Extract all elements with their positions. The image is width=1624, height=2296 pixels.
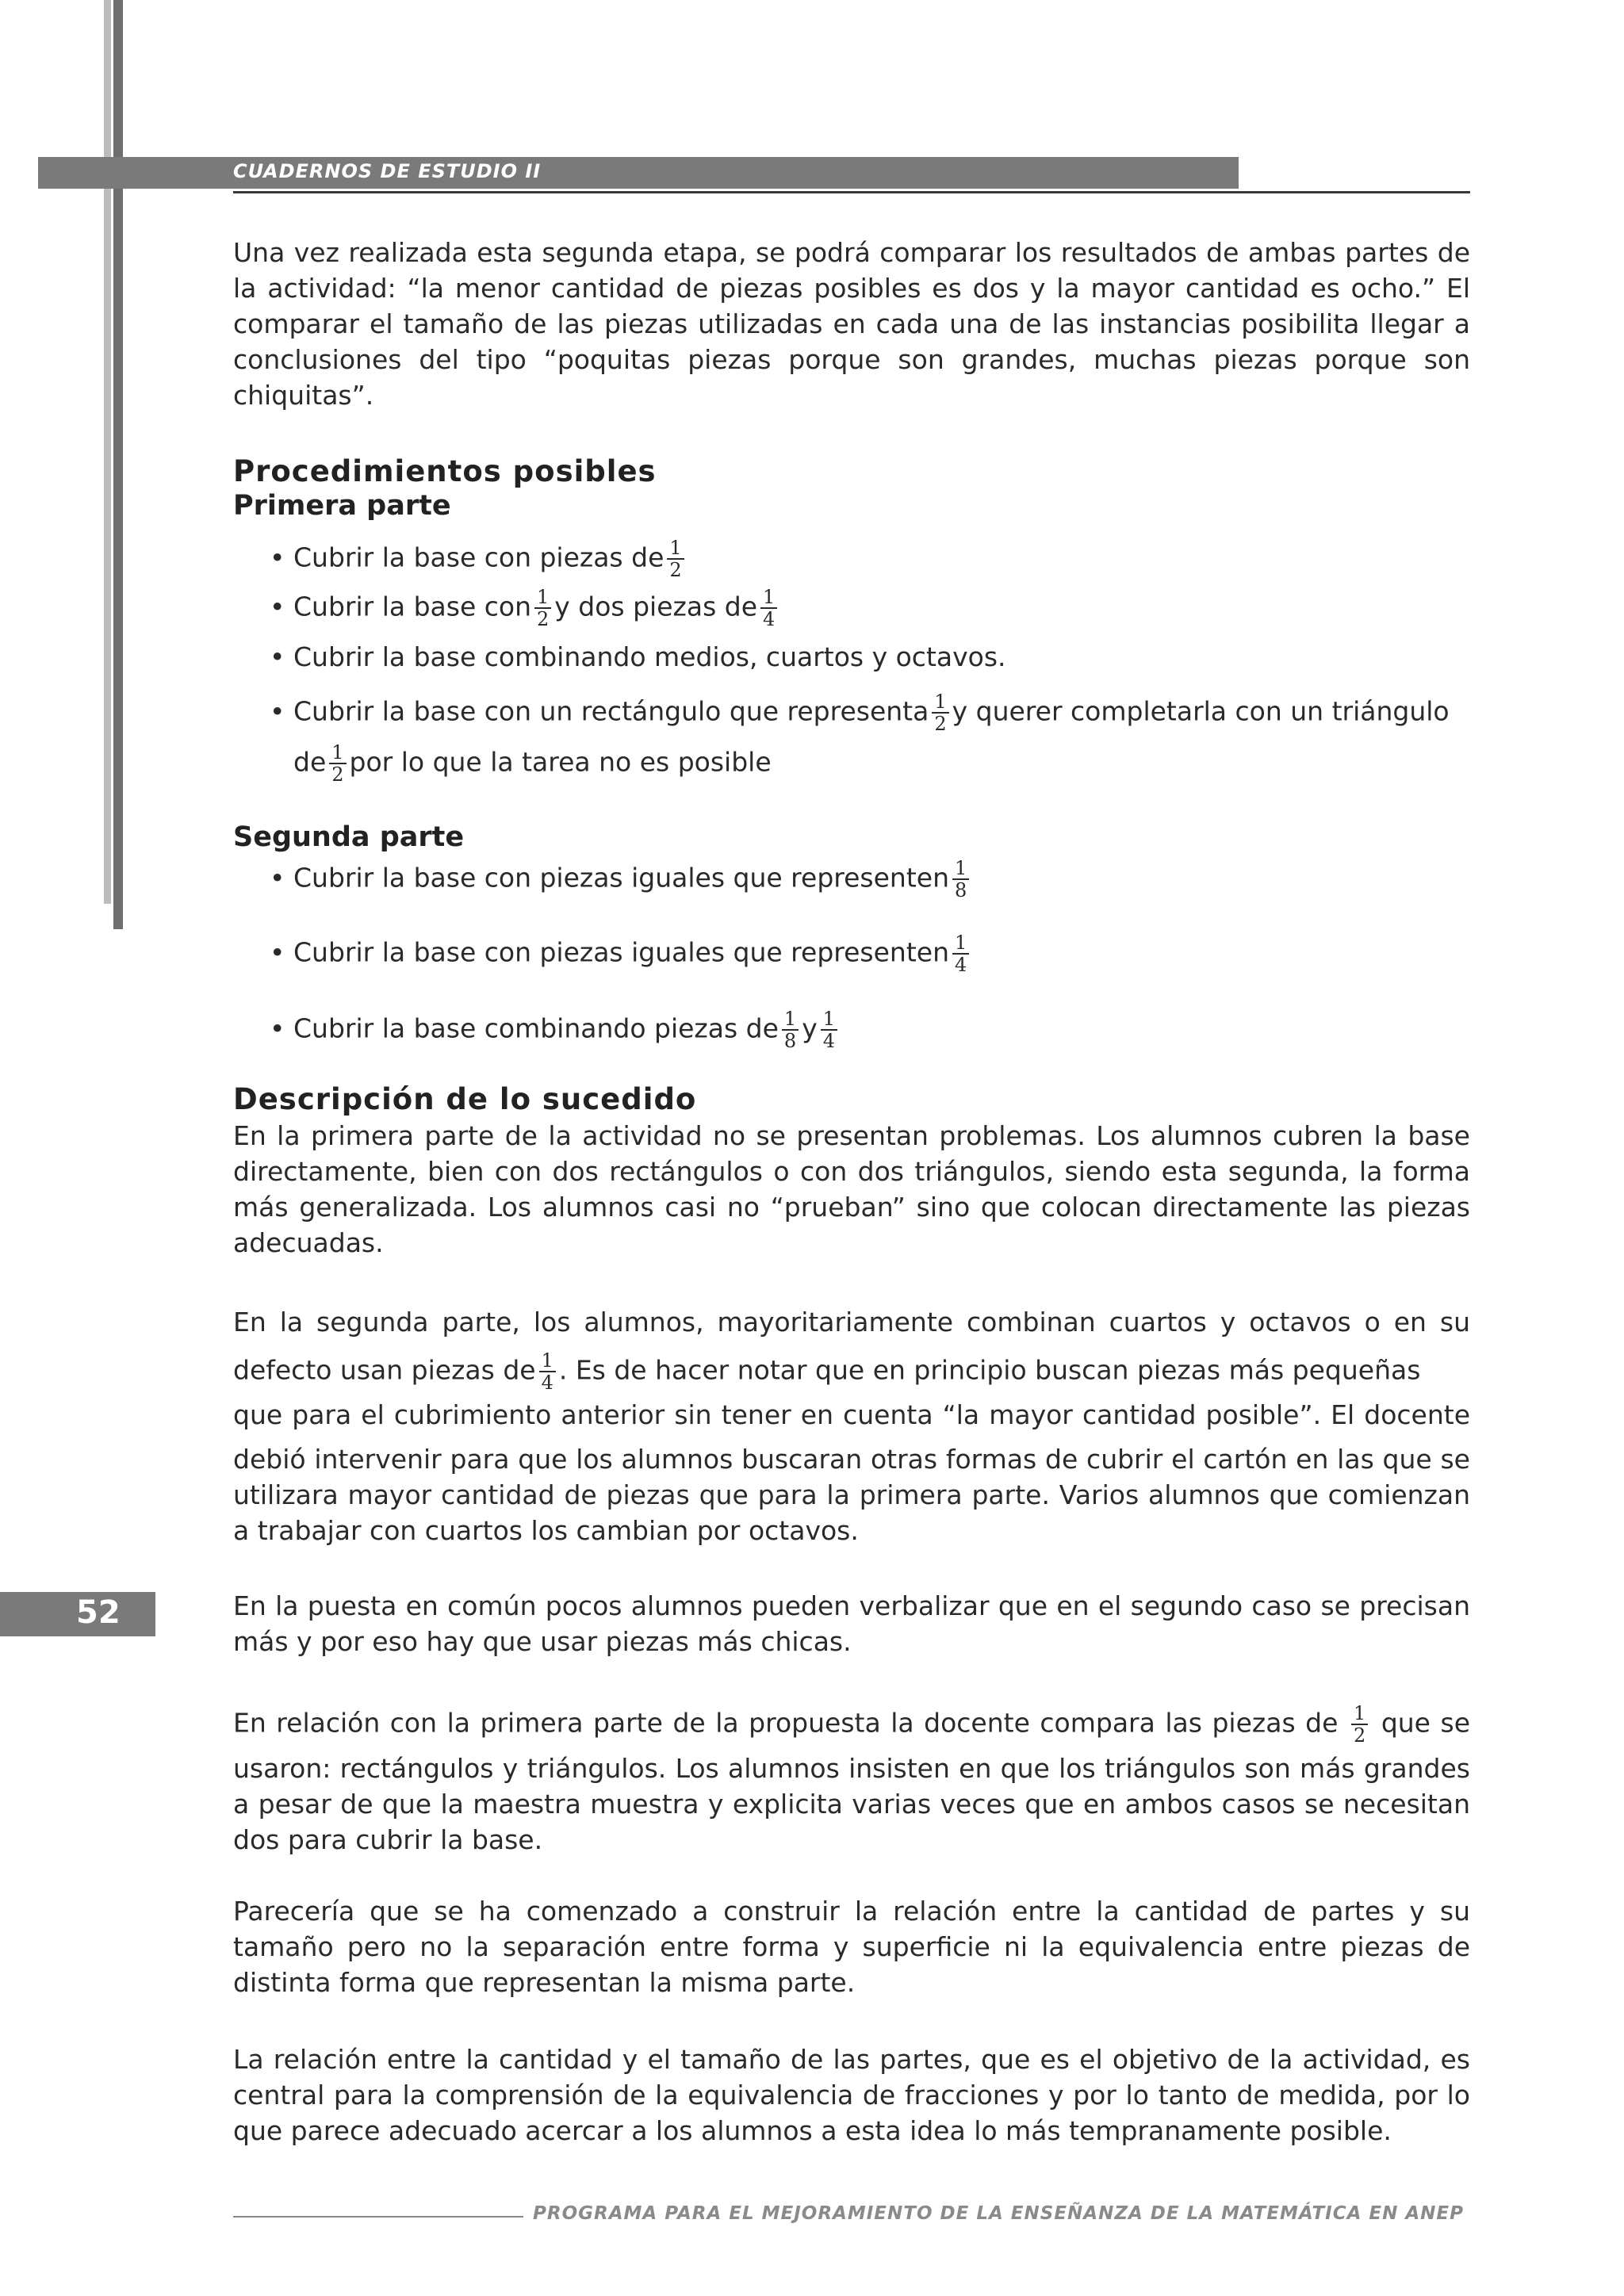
paragraph-descripcion-2-line3: que para el cubrimiento anterior sin tener en cuenta “la mayor cantidad posible”. El docente: [233, 1399, 1470, 1430]
bullet: •: [270, 862, 285, 894]
subheading-primera-parte: Primera parte: [233, 490, 451, 522]
header-rule: [233, 191, 1470, 193]
fraction: $\frac{1}{4}$: [821, 1008, 837, 1051]
paragraph-descripcion-4-rest: usaron: rectángulos y triángulos. Los alumnos insisten en que los triángulos son más grandes a pesar de que la maestra muestra y explicita varias veces que en ambos casos se necesitan dos para cubrir la base.: [233, 1753, 1470, 1855]
list-item: • Cubrir la base con piezas de $\frac{1}{2}$: [270, 538, 1470, 580]
bullet: •: [270, 641, 285, 672]
list-item: • Cubrir la base combinando piezas de $\frac{1}{8}$ y $\frac{1}{4}$: [270, 1008, 1470, 1051]
fraction: $\frac{1}{2}$: [534, 587, 551, 629]
fraction: $\frac{1}{4}$: [952, 932, 969, 975]
paragraph-descripcion-4-line1: En relación con la primera parte de la propuesta la docente compara las piezas de $\frac{1}{2}$ que se: [233, 1702, 1471, 1747]
bullet: •: [270, 541, 285, 573]
paragraph-descripcion-2-rest: debió intervenir para que los alumnos buscaran otras formas de cubrir el cartón en las que se utilizara mayor cantidad de piezas que para la primera parte. Varios alumnos que comienzan a trabajar con cuartos los cambian por octavos.: [233, 1444, 1470, 1546]
paragraph-descripcion-5: Parecería que se ha comenzado a construir la relación entre la cantidad de partes y su tamaño pero no la separación entre forma y superficie ni la equivalencia entre piezas de distinta forma que representan la misma parte.: [233, 1896, 1470, 1998]
fraction: $\frac{1}{8}$: [782, 1008, 799, 1051]
fraction: $\frac{1}{2}$: [932, 691, 948, 734]
paragraph-descripcion-6: La relación entre la cantidad y el tamaño de las partes, que es el objetivo de la actividad, es central para la comprensión de la equivalencia de fracciones y por lo tanto de medida, por lo que parece adecuado acercar a los alumnos a esta idea lo más tempranamente posible.: [233, 2044, 1470, 2146]
page-number: 52: [76, 1594, 121, 1631]
intro-paragraph: Una vez realizada esta segunda etapa, se podrá comparar los resultados de ambas partes de la actividad: “la menor cantidad de piezas posibles es dos y la mayor cantidad es ocho.” El comparar el tamaño de las piezas utilizadas en cada una de las instancias posibilita llegar a conclusiones del tipo “poquitas piezas porque son grandes, muchas piezas porque son chiquitas”.: [233, 237, 1470, 411]
paragraph-descripcion-1: En la primera parte de la actividad no se presentan problemas. Los alumnos cubren la base directamente, bien con dos rectángulos o con dos triángulos, siendo esta segunda, la forma más generalizada. Los alumnos casi no “prueban” sino que colocan directamente las piezas adecuadas.: [233, 1120, 1470, 1258]
fraction: $\frac{1}{8}$: [952, 858, 969, 901]
paragraph-descripcion-2-line1: En la segunda parte, los alumnos, mayoritariamente combinan cuartos y octavos o en su: [233, 1307, 1470, 1337]
section-heading-procedimientos: Procedimientos posibles: [233, 454, 657, 488]
bullet: •: [270, 695, 285, 727]
list-item: • Cubrir la base combinando medios, cuartos y octavos.: [270, 639, 1470, 675]
decorative-vertical-bar-dark: [113, 0, 123, 929]
running-header-title: CUADERNOS DE ESTUDIO II: [233, 160, 542, 182]
bullet: •: [270, 936, 285, 968]
bullet: •: [270, 1012, 285, 1044]
fraction: $\frac{1}{4}$: [760, 587, 777, 629]
paragraph-descripcion-2-line2: defecto usan piezas de $\frac{1}{4}$ . Es de hacer notar que en principio buscan piezas más pequeñas: [233, 1349, 1421, 1394]
bullet: •: [270, 591, 285, 622]
list-item: • Cubrir la base con $\frac{1}{2}$ y dos piezas de $\frac{1}{4}$: [270, 587, 1470, 629]
fraction: $\frac{1}{2}$: [667, 538, 684, 580]
footer-rule: [233, 2216, 523, 2218]
list-item: • Cubrir la base con piezas iguales que representen $\frac{1}{8}$: [270, 858, 1470, 901]
paragraph-descripcion-3: En la puesta en común pocos alumnos pueden verbalizar que en el segundo caso se precisan más y por eso hay que usar piezas más chicas.: [233, 1590, 1470, 1657]
decorative-vertical-bar-light: [104, 0, 111, 904]
list-item: • Cubrir la base con piezas iguales que representen $\frac{1}{4}$: [270, 932, 1470, 975]
section-heading-descripcion: Descripción de lo sucedido: [233, 1082, 697, 1116]
subheading-segunda-parte: Segunda parte: [233, 821, 465, 853]
fraction: $\frac{1}{4}$: [539, 1350, 556, 1393]
fraction: $\frac{1}{2}$: [1351, 1703, 1368, 1746]
list-item-continuation: de $\frac{1}{2}$ por lo que la tarea no es posible: [293, 741, 772, 786]
footer-text: PROGRAMA PARA EL MEJORAMIENTO DE LA ENSEÑANZA DE LA MATEMÁTICA EN ANEP: [533, 2203, 1464, 2224]
header-bar: [38, 157, 1239, 189]
list-item: • Cubrir la base con un rectángulo que representa $\frac{1}{2}$ y querer completarla con un triángulo: [270, 691, 1450, 735]
fraction: $\frac{1}{2}$: [329, 742, 346, 785]
